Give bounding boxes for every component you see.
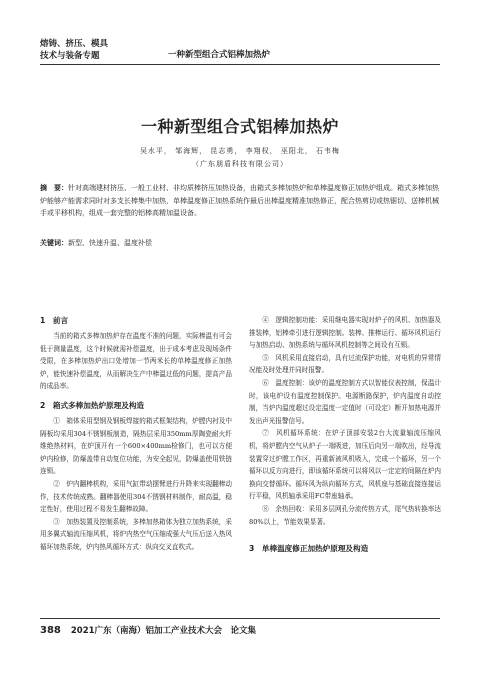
- keywords: [40, 238, 440, 248]
- affiliation: （广东朋盾科技有限公司）: [192, 160, 288, 168]
- header-rule: [40, 64, 440, 65]
- running-header-topic: [40, 38, 108, 62]
- abstract: [40, 182, 440, 220]
- running-header-title: 一种新型组合式铝棒加热炉: [168, 50, 271, 60]
- section-heading-intro: 1 前言: [40, 316, 69, 325]
- paragraph: ③ 加热装置及控制系统，多棒加热箱体为独立加热系统，采用多翼式轴流压缩风机，将炉内热空气压缩成强大气压后送入热风循环加热系统，炉内热风循环方式：纵向交叉直吹式。: [40, 517, 232, 551]
- header-topic-line2: 技术与装备专题: [40, 51, 100, 61]
- proceedings-title: 2021广东（南海）铝加工产业技术大会 论文集: [70, 626, 257, 636]
- section-heading-single-bar-furnace: 3 单棒温度修正加热炉原理及构造: [249, 544, 369, 554]
- paragraph: ④ 逻辑控制功能：采用继电器实现对炉子的风机、加热器及推装棒，铝棒牵引进行逻辑控制。装棒、推棒运行、循环风机运行与加热启动、加热系统与循环风机控制等之间设有互锁。: [249, 316, 441, 350]
- header-topic-line1: 熔铸、挤压、模具: [40, 39, 109, 49]
- abstract-text: 针对高端建材挤压、一般工业材、非均质棒挤压加热设备，由箱式多棒加热炉和单棒温度修正加热炉组成。箱式多棒加热炉能够产能需求同时对多支长棒集中加热，单棒温度修正加热系统作最后出棒温度精准加热修正，配合热剪切或热锯切、送棒机械手或平移机构，组成一套完整的铝棒高精加温设备。: [40, 184, 439, 217]
- footer-rule: [40, 618, 440, 619]
- paragraph: ⑥ 温度控制：该炉的温度控制方式以智能仪表控制，保温计时，该电炉设有温度控制保护。电源断路保护，炉内温度自动控制，当炉内温度超过设定温度一定值时（可设定）断开加热电源并发出声光报警信号。: [249, 378, 441, 425]
- paper-title: 一种新型组合式铝棒加热炉: [140, 117, 339, 136]
- right-column: [249, 314, 441, 556]
- paragraph: 当前的箱式多棒加热炉存在温度不准的问题，实际棒温有可会低于测量温度，这个时候就需补偿温度，出于成本考虑及现场条件受限，在多棒加热炉出口处增加一节两米长的单棒温度修正加热炉，能快速补偿温度，从而解决生产中棒温过低的问题，提高产品的成品率。: [40, 332, 232, 391]
- author-list: 吴水平， 邹海辉， 昆志勇， 李翔权， 巫阳北， 石韦梅: [139, 147, 341, 155]
- paragraph: ⑧ 余热回收：采用多层网孔分流传热方式，尾气热转换率达80%以上，节能效果显著。: [249, 504, 441, 526]
- paragraph: ② 炉内翻棒机构，采用气缸带动摆臂进行升降来实现翻棒动作，技术传统成熟。翻棒器使用304不锈钢材料制作，耐高温，稳定性好，使用过程不易发生翻棒故障。: [40, 479, 232, 514]
- left-column: [40, 314, 232, 554]
- section-heading-multi-bar-furnace: 2 箱式多棒加热炉原理及构造: [40, 400, 145, 410]
- paragraph: ⑦ 风机循环系统：在炉子顶部安装2台大流量轴流压缩风机，将炉膛内空气从炉子一端吸进，加压后向另一端吹出，经导流装置穿过炉膛工作区，再重新被风机吸入，完成一个循环，另一个循环以反方向进行，即该循环系统可以将风以一定定的间隔在炉内换向交替循环。循环风为纵向循环方式，风机座与基础直接连接运行平稳，风机轴承采用FC带座轴承。: [249, 429, 441, 501]
- keywords-text: 新型、快速升温、温度补偿: [68, 239, 152, 247]
- abstract-label: 摘 要：: [40, 184, 68, 192]
- page-number: 388: [40, 625, 61, 636]
- paragraph: ⑤ 风机采用直接启动，具有过流保护功能，对电机的异常情况能及时处理并同时报警。: [249, 353, 441, 375]
- keywords-label: 关键词：: [40, 239, 68, 247]
- page-footer: [40, 624, 256, 636]
- paragraph: ① 箱体采用型钢及钢板焊接的箱式框架结构，炉膛内衬及中隔板均采用304不锈钢板制造，隔热层采用350mm厚陶瓷耐火纤维绝热材料，在炉顶开有一个600×400mm检修门，也可以方便炉内检修，防爆盖带自动复位功能，为安全起见，防爆盖使用铁链连锁。: [40, 416, 232, 476]
